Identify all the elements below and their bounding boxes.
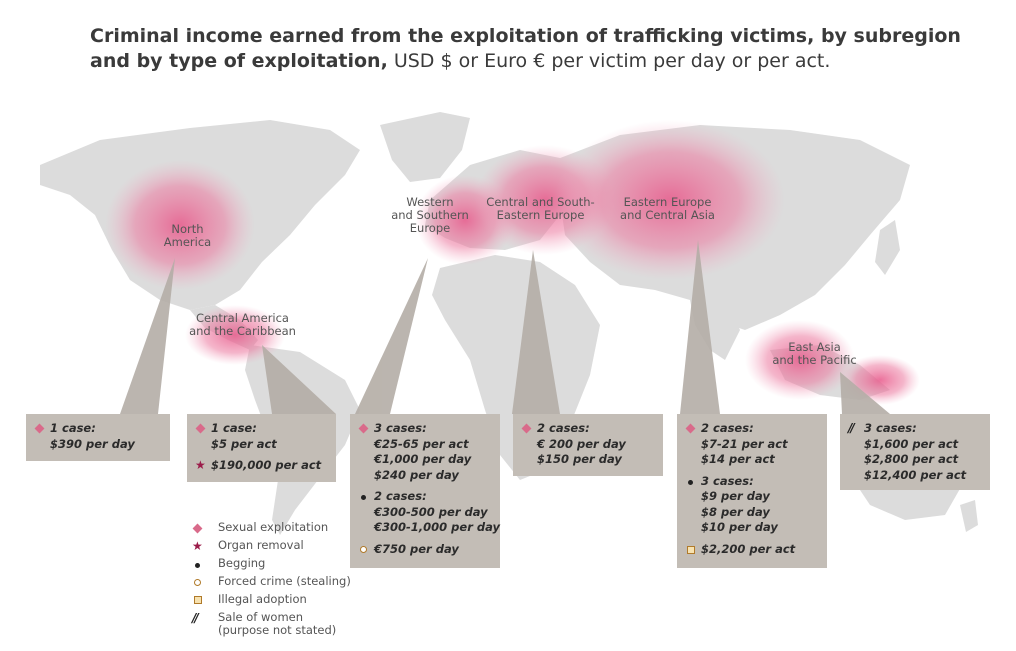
sexual-exploitation-icon xyxy=(35,424,45,434)
region-label-central-se-europe: Central and South- Eastern Europe xyxy=(486,195,595,222)
legend-item: Begging xyxy=(192,555,351,573)
case-group: ★ $190,000 per act xyxy=(195,458,322,472)
case-group: 1 case: $5 per act xyxy=(195,421,330,452)
case-group: 2 cases: $7-21 per act $14 per act xyxy=(685,421,821,468)
map-title: Criminal income earned from the exploitation of trafficking victims, by subregion and by type of exploitation, USD $ or Euro € per victim per day or per act. xyxy=(90,25,961,72)
begging-icon xyxy=(195,563,200,568)
legend-item: ★ Organ removal xyxy=(192,538,304,553)
info-box-eastern-europe xyxy=(677,414,827,568)
begging-icon xyxy=(688,480,693,485)
case-group: 2 cases: €300-500 per day €300-1,000 per day xyxy=(358,489,494,536)
case-group: 3 cases: €25-65 per act €1,000 per day $240 per day xyxy=(358,421,494,483)
region-label-central-america: Central America and the Caribbean xyxy=(189,311,296,338)
forced-crime-icon xyxy=(194,579,201,586)
case-group: // 3 cases: $1,600 per act $2,800 per act $12,400 per act xyxy=(848,421,967,482)
sale-of-women-icon: // xyxy=(848,421,853,435)
info-box-central-se-europe xyxy=(513,414,663,476)
region-label-east-asia: East Asia and the Pacific xyxy=(772,340,857,367)
forced-crime-icon xyxy=(360,546,367,553)
info-box-central-america xyxy=(187,414,336,482)
case-group: €750 per day xyxy=(358,542,494,558)
legend-item: Sexual exploitation xyxy=(192,519,351,537)
info-box-east-asia xyxy=(840,414,990,490)
case-group: 3 cases: $9 per day $8 per day $10 per day xyxy=(685,474,821,536)
info-box-north-america xyxy=(26,414,170,461)
sexual-exploitation-icon xyxy=(196,424,206,434)
begging-icon xyxy=(361,495,366,500)
region-label-eastern-europe: Eastern Europe and Central Asia xyxy=(620,195,715,222)
sexual-exploitation-icon xyxy=(193,524,203,534)
sale-of-women-icon: // xyxy=(192,611,197,625)
legend-item: Illegal adoption xyxy=(192,591,351,609)
sexual-exploitation-icon xyxy=(359,424,369,434)
case-group: 2 cases: € 200 per day $150 per day xyxy=(521,421,657,468)
sexual-exploitation-icon xyxy=(686,424,696,434)
legend-item: // Sale of women (purpose not stated) xyxy=(192,610,337,637)
region-label-western-europe: Western and Southern Europe xyxy=(391,195,469,235)
legend xyxy=(192,519,351,637)
legend-item: Forced crime (stealing) xyxy=(192,573,351,591)
sexual-exploitation-icon xyxy=(522,424,532,434)
illegal-adoption-icon xyxy=(194,596,202,604)
case-group: 1 case: $390 per day xyxy=(34,421,164,452)
organ-removal-icon: ★ xyxy=(195,458,206,472)
region-label-north-america: North America xyxy=(163,222,212,249)
illegal-adoption-icon xyxy=(687,546,695,554)
info-box-western-europe xyxy=(350,414,500,568)
case-group: $2,200 per act xyxy=(685,542,821,559)
organ-removal-icon: ★ xyxy=(192,539,203,553)
